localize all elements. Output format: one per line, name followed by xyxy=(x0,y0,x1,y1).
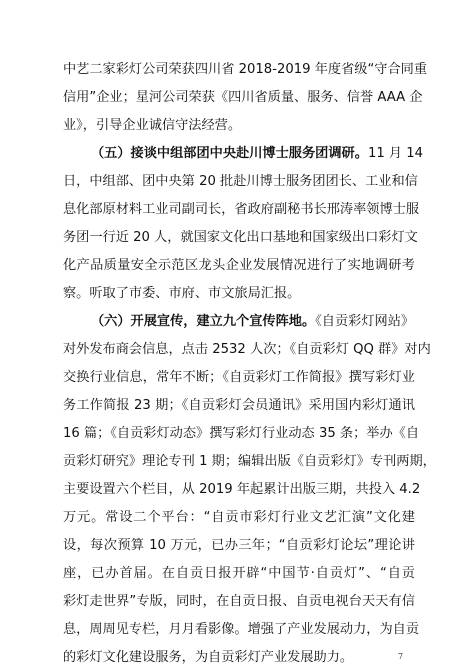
section-6-line: 主要设置六个栏目，从 2019 年起累计出版三期，共投入 4.2 xyxy=(63,482,421,497)
section-5-first-line-rest: 11 月 14 xyxy=(367,146,424,161)
section-6-line: 彩灯走世界”专版，同时，在自贡日报、自贡电视台天天有信 xyxy=(63,594,415,609)
section-6-first-line-rest: 《自贡彩灯网站》 xyxy=(315,314,415,329)
section-5-line: 息化部原材料工业司副司长，省政府副秘书长邢涛率领博士服 xyxy=(63,202,420,217)
section-5-line: 务团一行近 20 人，就国家文化出口基地和国家级出口彩灯文 xyxy=(63,230,418,245)
intro-line-1: 中艺二家彩灯公司荣获四川省 2018-2019 年度省级“守合同重 xyxy=(63,62,428,77)
section-5-line: 日，中组部、团中央第 20 批赴川博士服务团团长、工业和信 xyxy=(63,174,418,189)
section-5-line: 化产品质量安全示范区龙头企业发展情况进行了实地调研考 xyxy=(63,258,415,273)
section-6-line: 贡彩灯研究》理论专刊 1 期；编辑出版《自贡彩灯》专刊两期， xyxy=(63,454,436,469)
section-6-line: 万元。常设二个平台：“自贡市彩灯行业文艺汇演”文化建 xyxy=(63,510,415,525)
intro-line-3: 业》，引导企业诚信守法经营。 xyxy=(63,118,242,133)
section-6-line: 务工作简报 23 期；《自贡彩灯会员通讯》采用国内彩灯通讯 xyxy=(63,398,415,413)
section-6-line: 交换行业信息，常年不断；《自贡彩灯工作简报》撰写彩灯业 xyxy=(63,370,415,385)
section-6-first-line xyxy=(91,314,415,330)
section-6-line: 息，周周见专栏，月月看影像。增强了产业发展动力，为自贡 xyxy=(63,622,420,637)
section-6-line: 座，已办首届。在自贡日报开辟“中国节·自贡灯”、“自贡 xyxy=(63,566,415,581)
section-6-line: 对外发布商会信息，点击 2532 人次；《自贡彩灯 QQ 群》对内 xyxy=(63,342,431,357)
page-number: 7 xyxy=(398,652,404,661)
section-5-first-line xyxy=(91,146,424,162)
section-6-heading: （六）开展宣传，建立九个宣传阵地。 xyxy=(91,314,316,329)
intro-line-2: 信用”企业；星河公司荣获《四川省质量、服务、信誉 AAA 企 xyxy=(63,90,423,105)
section-6-line: 16 篇；《自贡彩灯动态》撰写彩灯行业动态 35 条；举办《自 xyxy=(63,426,420,441)
section-5-heading: （五）接谈中组部团中央赴川博士服务团调研。 xyxy=(91,146,368,161)
section-6-line: 的彩灯文化建设服务，为自贡彩灯产业发展助力。 xyxy=(63,650,354,665)
section-6-line: 设，每次预算 10 万元，已办三年；“自贡彩灯论坛”理论讲 xyxy=(63,538,415,553)
section-5-line: 察。听取了市委、市府、市文旅局汇报。 xyxy=(63,286,301,301)
